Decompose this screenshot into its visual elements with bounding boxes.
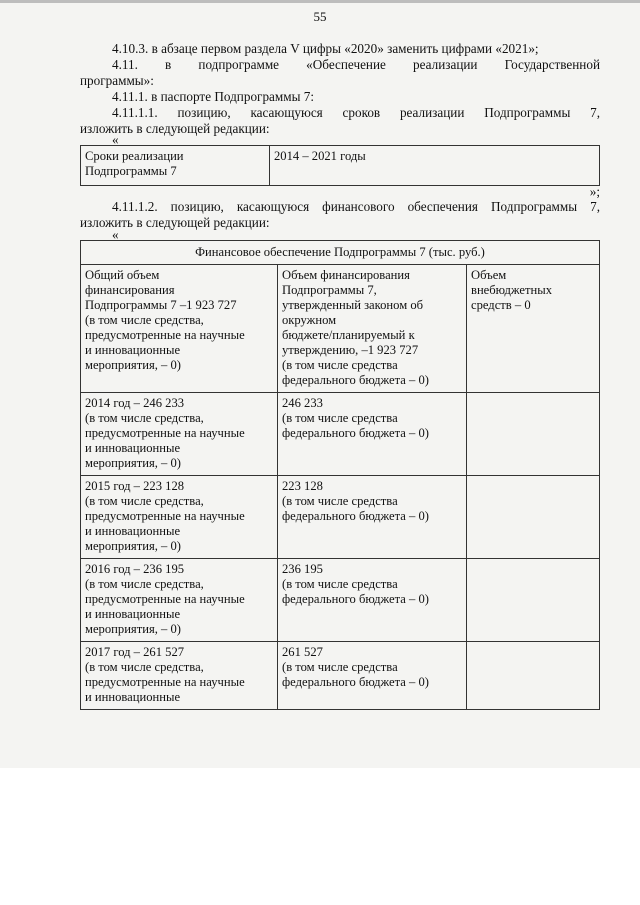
table-row: [81, 265, 600, 393]
cell-line: 2015 год – 223 128: [85, 479, 185, 493]
funding-table-title: Финансовое обеспечение Подпрограммы 7 (тыс. руб.): [81, 241, 600, 265]
year-2014-text: [85, 396, 273, 471]
cell-line: (в том числе средства,: [85, 494, 204, 508]
cell-line: 2017 год – 261 527: [85, 645, 185, 659]
cell-line: 2014 год – 246 233: [85, 396, 185, 410]
cell-line: (в том числе средства: [282, 494, 398, 508]
cell-line: предусмотренные на научные: [85, 426, 245, 440]
cell-line: предусмотренные на научные: [85, 509, 245, 523]
paragraph-4-11-line1: 4.11. в подпрограмме «Обеспечение реализации Государственной: [112, 57, 600, 72]
cell-line: федерального бюджета – 0): [282, 426, 429, 440]
scan-edge: [0, 0, 640, 3]
cell-line: (в том числе средства,: [85, 313, 204, 327]
cell-line: и инновационные: [85, 343, 181, 357]
year-2017-budget-text: [282, 645, 462, 690]
paragraph-4-10-3: 4.10.3. в абзаце первом раздела V цифры «2020» заменить цифрами «2021»;: [112, 41, 539, 56]
cell-line: бюджете/планируемый к: [282, 328, 415, 342]
year-2017-text: [85, 645, 273, 705]
quote-open-mark: «: [112, 132, 119, 147]
year-2015-empty-cell: [467, 476, 600, 559]
year-2015-text: [85, 479, 273, 554]
cell-line: и инновационные: [85, 607, 181, 621]
year-2016-budget-cell: [278, 559, 467, 642]
budget-volume-text: [282, 268, 462, 388]
cell-line: Подпрограммы 7,: [282, 283, 377, 297]
cell-line: предусмотренные на научные: [85, 675, 245, 689]
paragraph-4-11-line2: программы»:: [80, 73, 154, 88]
cell-line: и инновационные: [85, 524, 181, 538]
cell-line: и инновационные: [85, 690, 181, 704]
cell-line: (в том числе средства: [282, 411, 398, 425]
year-2017-empty-cell: [467, 642, 600, 710]
year-2015-budget-text: [282, 479, 462, 524]
cell-line: мероприятия, – 0): [85, 358, 181, 372]
table-row: [81, 146, 600, 186]
year-2014-budget-cell: [278, 393, 467, 476]
cell-line: мероприятия, – 0): [85, 456, 181, 470]
year-2015-cell: [81, 476, 278, 559]
quote-open-mark-2: «: [112, 227, 119, 242]
year-2014-empty-cell: [467, 393, 600, 476]
cell-line: финансирования: [85, 283, 175, 297]
cell-line: средств – 0: [471, 298, 531, 312]
table-row: [81, 476, 600, 559]
year-2015-budget-cell: [278, 476, 467, 559]
paragraph-4-11-1: 4.11.1. в паспорте Подпрограммы 7:: [112, 89, 314, 104]
year-2016-cell: [81, 559, 278, 642]
paragraph-4-11-1-2-line2: изложить в следующей редакции:: [80, 215, 270, 230]
terms-table: [80, 145, 600, 186]
offbudget-volume-text: [471, 268, 595, 313]
year-2014-cell: [81, 393, 278, 476]
cell-line: утверждению, –1 923 727: [282, 343, 419, 357]
cell-line: утвержденный законом об: [282, 298, 424, 312]
page-number: 55: [313, 9, 327, 24]
year-2016-empty-cell: [467, 559, 600, 642]
cell-line: предусмотренные на научные: [85, 328, 245, 342]
terms-label-line1: Сроки реализации: [85, 149, 184, 163]
cell-line: мероприятия, – 0): [85, 622, 181, 636]
cell-line: Объем финансирования: [282, 268, 410, 282]
cell-line: 261 527: [282, 645, 323, 659]
year-2014-budget-text: [282, 396, 462, 441]
quote-close-mark: »;: [589, 184, 600, 199]
table-row: [81, 559, 600, 642]
terms-label-line2: Подпрограммы 7: [85, 164, 177, 178]
paragraph-4-11-1-1-line1: 4.11.1.1. позицию, касающуюся сроков реализации Подпрограммы 7,: [112, 105, 600, 120]
cell-line: 2016 год – 236 195: [85, 562, 185, 576]
cell-line: окружном: [282, 313, 337, 327]
funding-table: [80, 240, 600, 710]
cell-line: (в том числе средства,: [85, 411, 204, 425]
cell-line: (в том числе средства,: [85, 577, 204, 591]
total-volume-text: [85, 268, 273, 373]
cell-line: Общий объем: [85, 268, 160, 282]
cell-line: 223 128: [282, 479, 323, 493]
cell-line: и инновационные: [85, 441, 181, 455]
cell-line: мероприятия, – 0): [85, 539, 181, 553]
year-2017-budget-cell: [278, 642, 467, 710]
cell-line: предусмотренные на научные: [85, 592, 245, 606]
offbudget-volume-cell: [467, 265, 600, 393]
table-row: [81, 642, 600, 710]
terms-value-cell: 2014 – 2021 годы: [270, 146, 600, 186]
budget-volume-cell: [278, 265, 467, 393]
cell-line: федерального бюджета – 0): [282, 592, 429, 606]
paragraph-4-11-1-2-line1: 4.11.1.2. позицию, касающуюся финансового обеспечения Подпрограммы 7,: [112, 199, 600, 214]
paragraph-4-11-1-1-line2: изложить в следующей редакции:: [80, 121, 270, 136]
table-header-row: [81, 241, 600, 265]
cell-line: федерального бюджета – 0): [282, 509, 429, 523]
year-2016-text: [85, 562, 273, 637]
cell-line: федерального бюджета – 0): [282, 373, 429, 387]
cell-line: (в том числе средства: [282, 358, 398, 372]
cell-line: 246 233: [282, 396, 323, 410]
cell-line: 236 195: [282, 562, 323, 576]
terms-label-cell: [81, 146, 270, 186]
table-row: [81, 393, 600, 476]
cell-line: Подпрограммы 7 –1 923 727: [85, 298, 237, 312]
cell-line: (в том числе средства: [282, 660, 398, 674]
cell-line: Объем: [471, 268, 507, 282]
year-2016-budget-text: [282, 562, 462, 607]
cell-line: внебюджетных: [471, 283, 552, 297]
total-volume-cell: [81, 265, 278, 393]
cell-line: (в том числе средства: [282, 577, 398, 591]
cell-line: федерального бюджета – 0): [282, 675, 429, 689]
year-2017-cell: [81, 642, 278, 710]
cell-line: (в том числе средства,: [85, 660, 204, 674]
